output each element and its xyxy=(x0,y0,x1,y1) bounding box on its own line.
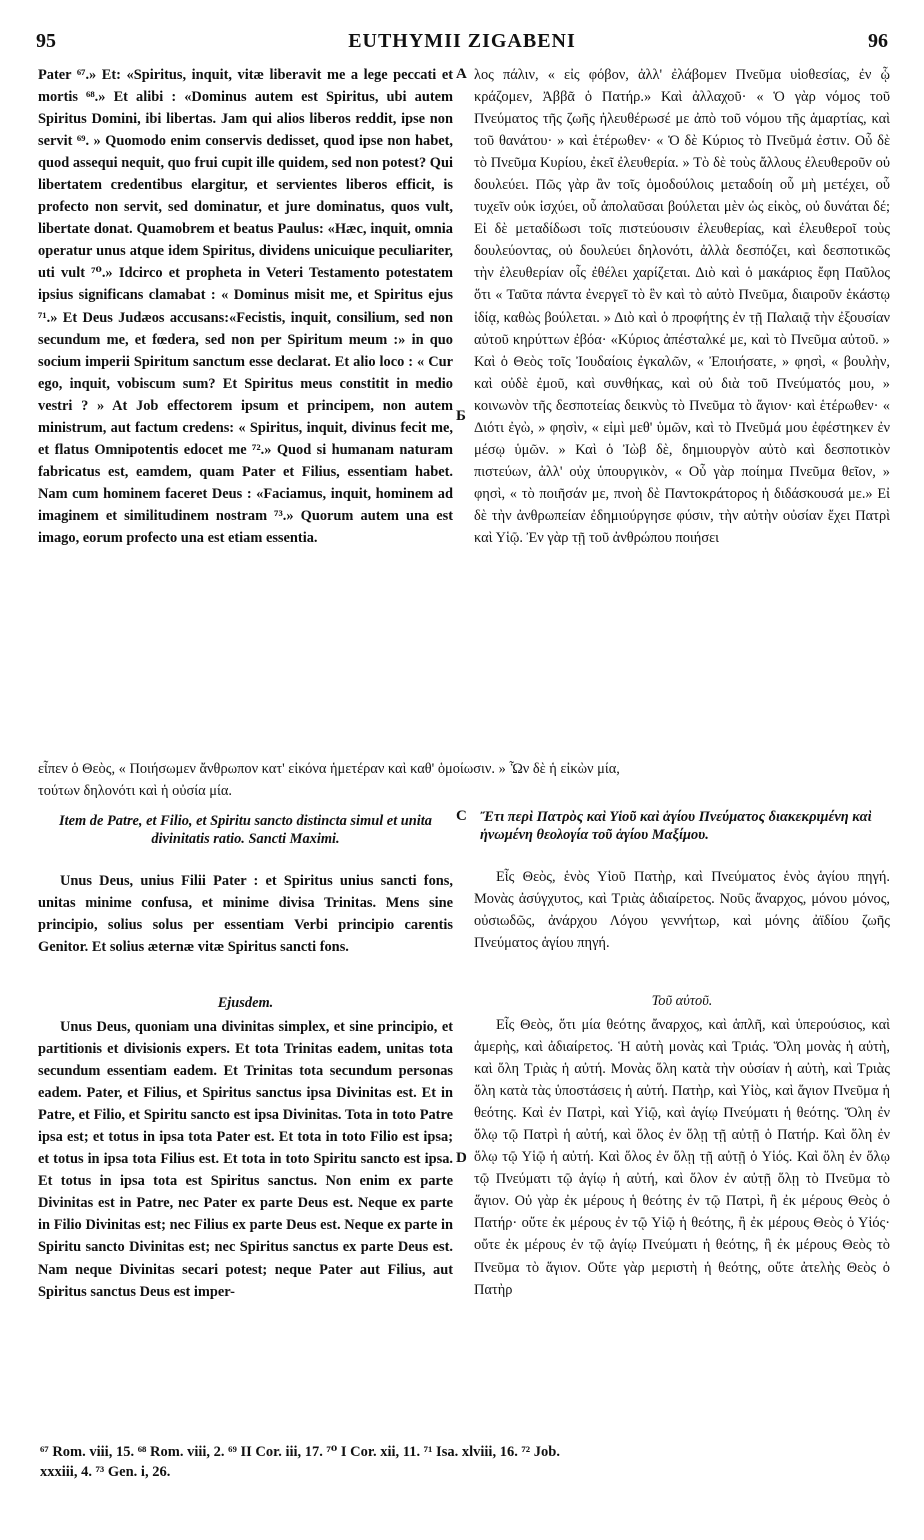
latin-paragraph-1: Pater ⁶⁷.» Et: «Spiritus, inquit, vitæ liberavit me a lege peccati et mortis ⁶⁸.» Et alibi : «Dominus autem est Spiritus, ubi autem Spiritus Domini, ibi libertas. Jam qui alios liberos reddit, ipse non servit ⁶⁹. » Quomodo enim conservis dedisset, quod ipse non habet, quod assequi nequit, quo frui cupit ille quidem, sed non potest? Qui libertatem credentibus elargitur, et servientes liberos efficit, is profecto non servit, sed dominatur, et jure dominatus, quos vult, libertate donat. Quamobrem et beatus Paulus: «Hæc, inquit, omnia operatur unus atque idem Spiritus, dividens unicuique peculiariter, uti vult ⁷⁰.» Idcirco et propheta in Veteri Testamento potestatem ipsius significans clamabat : « Dominus misit me, et Spiritus ejus ⁷¹.» Et Deus Judæos accusans:«Fecistis, inquit, consilium, sed non secundum me, et fœdera, sed non per Spiritum meum :» in quo socium imperii Spiritum sanctum esse declarat. Et alio loco : « Cur ego, inquit, vobiscum sum? Et Spiritus meus constitit in medio vestri ? » At Job effectorem ipsum et principem, non autem ministrum, aut factum credens: « Spiritus, inquit, divinus fecit me, et flatus Omnipotentis edocet me ⁷².» Quod si humanam naturam fabricatus est, eamdem, quam Pater et Filius, essentiam habet. Nam cum hominem faceret Deus : «Faciamus, inquit, hominem ad imaginem et similitudinem nostram ⁷³.» Quorum autem una est imago, eorum profecto una est etiam essentia. xyxy=(38,67,453,546)
spanning-line-2: τούτων δηλονότι καὶ ἡ οὐσία μία. xyxy=(38,783,232,800)
greek-column-middle xyxy=(474,866,890,986)
footnote-line-2: xxxiii, 4. ⁷³ Gen. i, 26. xyxy=(40,1464,171,1480)
margin-marker-a: A xyxy=(456,66,467,82)
greek-paragraph-2: Εἷς Θεὸς, ἑνὸς Υἱοῦ Πατὴρ, καὶ Πνεύματος ἑνὸς ἁγίου πηγή. Μονὰς ἀσύγχυτος, καὶ Τριὰς ἀδιαίρετος. Νοῦς ἄναρχος, μόνου μόνος, οὐσιωδῶς, ἀνάρχου Λόγου γεννήτωρ, καὶ μόνης ἀϊδίου ζωῆς Πνεύματος ἁγίου πηγή. xyxy=(474,869,890,952)
greek-column-bottom xyxy=(474,1014,890,1438)
greek-column-top xyxy=(474,64,890,756)
page-header xyxy=(36,30,888,58)
running-title: EUTHYMII ZIGABENI xyxy=(348,30,576,52)
latin-column-top xyxy=(38,64,453,756)
right-page-number: 96 xyxy=(868,30,888,52)
spanning-block xyxy=(38,758,890,804)
latin-subheading: Ejusdem. xyxy=(217,995,274,1011)
greek-paragraph-1: λος πάλιν, « εἰς φόβον, ἀλλ' ἐλάβομεν Πνεῦμα υἱοθεσίας, ἐν ᾧ κράζομεν, Ἀββᾶ ὁ Πατήρ.» Καὶ ἀλλαχοῦ· « Ὁ γὰρ νόμος τοῦ Πνεύματος τῆς ζωῆς ἠλευθέρωσέ με ἀπὸ τοῦ νόμου τῆς ἁμαρτίας, καὶ τοῦ θανάτου· » καὶ ἑτέρωθεν· « Ὁ δὲ Κύριος τὸ Πνεῦμά ἐστιν. Οὗ δὲ τὸ Πνεῦμα Κυρίου, ἐκεῖ ἐλευθερία. » Τὸ δὲ τοὺς ἄλλους ἐλευθεροῦν οὐ δουλεύει. Πῶς γὰρ ἂν τοῖς ὁμοδούλοις μεταδοίη οὗ μὴ μετέχει, οὗ τυχεῖν οὐκ ἰσχύει, οὗ ἀπολαῦσαι βούλεται μὲν ὡς εἰκὸς, οὐ δυνάται δέ; Εἰ δὲ μεταδίδωσι τοῖς πιστεύουσιν ἐλευθερίας, καὶ ἐλευθεροῖ τοὺς δουλεύοντας, οὐ δουλεύει δηλονότι, ἀλλὰ δεσπόζει, καὶ δεσποτικῶς τὴν ἐλευθερίαν οἷς ἐθέλει χαρίζεται. Διὸ καὶ ὁ μακάριος ἔφη Παῦλος ὅτι « Ταῦτα πάντα ἐνεργεῖ τὸ ἓν καὶ τὸ αὐτὸ Πνεῦμα, διαιροῦν ἑκάστῳ ἰδίᾳ, καθὼς βούλεται. » Διὸ καὶ ὁ προφήτης ἐν τῇ Παλαιᾷ τὴν ἐξουσίαν αὐτοῦ κηρύττων ἐβόα· «Κύριος ἀπέσταλκέ με, καὶ τὸ Πνεῦμα αὐτοῦ. » Καὶ ὁ Θεὸς τοῖς Ἰουδαίοις ἐγκαλῶν, « Ἐποιήσατε, » φησὶ, « βουλὴν, καὶ οὐδὲ ἐμοῦ, καὶ συνθήκας, καὶ οὐ διὰ τοῦ Πνεύματός μου, » κοινωνὸν τῆς δεσποτείας δεικνὺς τὸ Πνεῦμα τὸ ἅγιον· καὶ ἑτέρωθεν· « Διότι ἐγὼ, » φησὶν, « εἰμὶ μεθ' ὑμῶν, καὶ τὸ Πνεῦμά μου ἐφέστηκεν ἐν μέσῳ ὑμῶν. » Καὶ ὁ Ἰὼβ δὲ, δημιουργὸν αὐτὸ καὶ δεσποτικὸν πιστεύων, ἀλλ' οὐχ ὑπουργικὸν, « Οὗ γὰρ ποίημα Πνεῦμα θεῖον, » φησὶ, « τὸ ποιῆσάν με, πνοὴ δὲ Παντοκράτορος ἡ διδάσκουσά με.» Εἰ δὲ τὴν ἀνθρωπείαν ἐδημιούργησε φύσιν, τὴν αὐτὴν οὐσίαν ἔχει Πατρὶ καὶ Υἱῷ. Ἐν γὰρ τῇ τοῦ ἀνθρώπου ποιήσει xyxy=(474,67,890,546)
latin-section-heading: Item de Patre, et Filio, et Spiritu sancto distincta simul et unita divinitatis ratio. Sancti Maximi. xyxy=(59,813,432,847)
margin-marker-b: Б xyxy=(456,408,466,424)
latin-paragraph-2: Unus Deus, unius Filii Pater : et Spiritus unius sancti fons, unitas minime confusa, et minime divisa Trinitas. Mens sine principio, solius solus per essentiam Verbi principio carentis Genitor. Et solius æternæ vitæ Spiritus sancti fons. xyxy=(38,873,453,956)
spanning-line: εἶπεν ὁ Θεὸς, « Ποιήσωμεν ἄνθρωπον κατ' εἰκόνα ἡμετέραν καὶ καθ' ὁμοίωσιν. » Ὧν δὲ ἡ εἰκὼν μία, xyxy=(38,761,620,777)
latin-paragraph-3: Unus Deus, quoniam una divinitas simplex, et sine principio, et partitionis et divisionis expers. Et tota Trinitas eadem, unitas tota secundum essentiam eadem. Et Trinitas tota secundum personas eadem. Pater, et Filius, et Spiritus sanctus ipsa Divinitas est. Et in Patre, et Filio, et Spiritu sancto est ipsa Divinitas. Tota in toto Patre ipsa est; et totus in ipsa tota Pater est. Et tota in toto Filio est ipsa; et totus in ipsa tota Filius est. Et tota in toto Spiritu sancto est ipsa. Et totus in ipsa tota est Spiritus sanctus. Non enim ex parte Divinitas est in Patre, nec Pater ex parte Deus est. Neque ex parte in Filio Divinitas est; nec Filius ex parte Deus est. Neque ex parte in Spiritu sancto Divinitas est; nec Spiritus sanctus ex parte Deus est. Nam neque Divinitas secari potest; neque Pater aut Filius, aut Spiritus sanctus Deus est imper- xyxy=(38,1019,453,1300)
left-page-number: 95 xyxy=(36,30,56,52)
greek-subheading: Τοῦ αὐτοῦ. xyxy=(651,993,713,1009)
margin-marker-d: D xyxy=(456,1150,467,1166)
footnotes xyxy=(40,1442,890,1482)
margin-marker-c: C xyxy=(456,808,467,824)
latin-column-middle xyxy=(38,870,453,990)
latin-column-bottom xyxy=(38,1016,453,1438)
greek-paragraph-3: Εἷς Θεὸς, ὅτι μία θεότης ἄναρχος, καὶ ἁπλῆ, καὶ ὑπερούσιος, καὶ ἀμερὴς, καὶ ἀδιαίρετος. Ἡ αὐτὴ μονὰς καὶ Τριάς. Ὅλη μονὰς ἡ αὐτὴ, καὶ ὅλη Τριὰς ἡ αὐτή. Μονὰς ὅλη κατὰ τὴν οὐσίαν ἡ αὐτὴ, καὶ Τριὰς ὅλη κατὰ τὰς ὑποστάσεις ἡ αὐτή. Πατὴρ, καὶ Υἱὸς, καὶ ἅγιον Πνεῦμα ἡ θεότης. Καὶ ἐν Πατρὶ, καὶ Υἱῷ, καὶ ἁγίῳ Πνεύματι ἡ θεότης. Ὅλη ἐν ὅλῳ τῷ Πατρὶ ἡ αὐτή, καὶ ὅλος ἐν ὅλῃ τῇ αὐτῇ ὁ Πατήρ. Καὶ ὅλη ἐν ὅλῳ τῷ Υἱῷ ἡ αὐτή. Καὶ ὅλος ἐν ὅλῃ τῇ αὐτῇ ὁ Υἱός. Καὶ ὅλη ἐν ὅλῳ τῷ Πνεύματι τῷ ἁγίῳ ἡ αὐτή, καὶ ὅλον ἐν αὐτῇ ὅλῃ τὸ Πνεῦμα τὸ ἅγιον. Οὐ γὰρ ἐκ μέρους ἡ θεότης ἐν τῷ Πατρὶ, ἢ ἐκ μέρους Θεὸς ὁ Πατήρ· οὔτε ἐκ μέρους ἐν τῷ Υἱῷ ἡ θεότης, ἢ ἐκ μέρους Θεὸς ὁ Υἱός· οὔτε ἐκ μέρους ἐν τῷ ἁγίῳ Πνεύματι ἡ θεότης, ἢ ἐκ μέρους Θεὸς τὸ Πνεῦμα τὸ ἅγιον. Οὔτε γὰρ μεριστὴ ἡ θεότης, οὔτε ἀτελὴς Θεὸς ὁ Πατὴρ xyxy=(474,1017,890,1298)
greek-section-heading: Ἔτι περὶ Πατρὸς καὶ Υἱοῦ καὶ ἁγίου Πνεύματος διακεκριμένη καὶ ἡνωμένη θεολογία τοῦ ἁγίου Μαξίμου. xyxy=(480,809,872,843)
footnote-line-1: ⁶⁷ Rom. viii, 15. ⁶⁸ Rom. viii, 2. ⁶⁹ II Cor. iii, 17. ⁷⁰ I Cor. xii, 11. ⁷¹ Isa. xlviii, 16. ⁷² Job. xyxy=(40,1444,560,1460)
